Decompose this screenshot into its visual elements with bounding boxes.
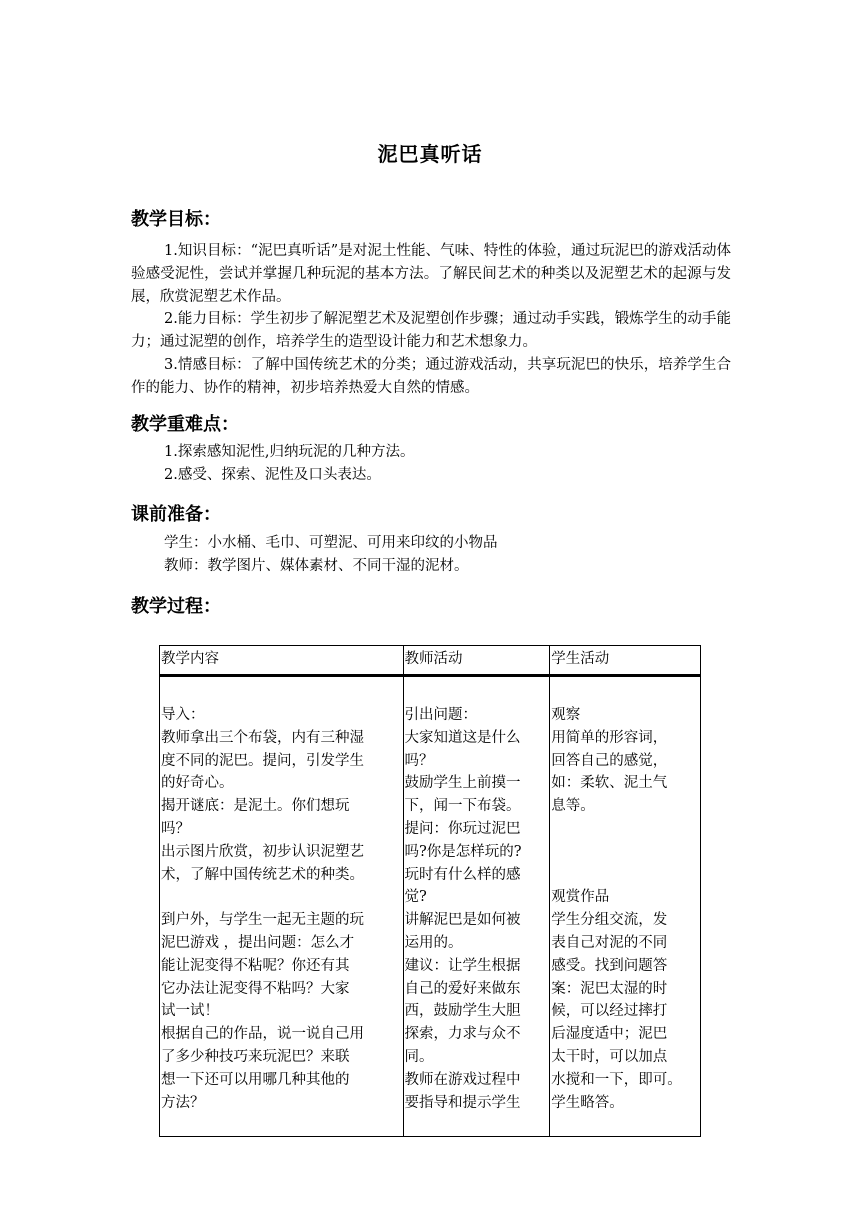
student-activity-cell <box>550 676 701 1137</box>
blank-line <box>551 818 699 841</box>
cell-text-line: 自己的爱好来做东 <box>404 980 521 997</box>
cell-text-line: 引出问题： <box>404 707 478 723</box>
cell-text-line: 案：泥巴太湿的时 <box>551 980 668 997</box>
cell-text-line: 的好奇心。 <box>161 775 234 792</box>
cell-text-line: 建议：让学生根据 <box>404 957 521 974</box>
cell-text-line: 候，可以经过摔打 <box>551 1003 668 1020</box>
cell-text-line: 吗?你是怎样玩的? <box>404 843 522 860</box>
objective-item: 2.能力目标：学生初步了解泥塑艺术及泥塑创作步骤；通过动手实践，锻炼学生的动手能力；通过泥塑的创作，培养学生的造型设计能力和艺术想象力。 <box>131 311 731 351</box>
preparation-item: 学生：小水桶、毛巾、可塑泥、可用来印纹的小物品 <box>164 535 498 551</box>
objective-item: 3.情感目标：了解中国传统艺术的分类；通过游戏活动，共享玩泥巴的快乐，培养学生合作的能力、协作的精神，初步培养热爱大自然的情感。 <box>131 356 731 396</box>
cell-text-line: 观察 <box>551 707 581 723</box>
cell-text-line: 教师在游戏过程中 <box>404 1071 521 1088</box>
cell-text-line: 运用的。 <box>404 934 463 951</box>
table-header-row <box>160 646 701 676</box>
process-table <box>159 645 701 1137</box>
cell-text-line: 度不同的泥巴。提问，引发学生 <box>161 752 364 769</box>
cell-text-line: 探索，力求与众不 <box>404 1026 521 1043</box>
content-cell <box>160 676 404 1137</box>
blank-line <box>551 864 699 887</box>
cell-text-line: 到户外，与学生一起无主题的玩 <box>161 912 364 929</box>
blank-line <box>161 886 402 909</box>
cell-text-line: 用简单的形容词， <box>551 729 668 746</box>
cell-text-line: 表自己对泥的不同 <box>551 934 668 951</box>
cell-text-line: 吗？ <box>161 820 190 837</box>
process-heading: 教学过程： <box>131 596 221 617</box>
cell-text-line: 玩时有什么样的感 <box>404 866 521 883</box>
cell-text-line: 水搅和一下，即可。 <box>551 1071 682 1088</box>
cell-text-line: 下，闻一下布袋。 <box>404 798 521 815</box>
cell-text-line: 吗？ <box>404 752 434 769</box>
document-title: 泥巴真听话 <box>377 142 483 166</box>
cell-text-line: 根据自己的作品，说一说自己用 <box>161 1026 364 1043</box>
cell-text-line: 了多少种技巧来玩泥巴？来联 <box>161 1048 350 1065</box>
column-header-content: 教学内容 <box>160 646 404 676</box>
cell-text-line: 想一下还可以用哪几种其他的 <box>161 1071 350 1088</box>
cell-text-line: 导入： <box>161 707 205 723</box>
cell-text-line: 观赏作品 <box>551 889 610 906</box>
cell-text-line: 觉? <box>404 889 427 906</box>
cell-text-line: 西，鼓励学生大胆 <box>404 1003 521 1020</box>
key-points-list <box>131 441 731 487</box>
objectives-list <box>131 240 731 400</box>
cell-text-line: 回答自己的感觉， <box>551 752 668 769</box>
cell-text-line: 能让泥变得不粘呢？你还有其 <box>161 957 350 974</box>
cell-text-line: 教师拿出三个布袋，内有三种湿 <box>161 729 364 746</box>
cell-text-line: 它办法让泥变得不粘吗？大家 <box>161 980 350 997</box>
preparation-heading: 课前准备： <box>131 504 221 525</box>
cell-text-line: 提问：你玩过泥巴 <box>404 820 521 837</box>
cell-text-line: 如：柔软、泥土气 <box>551 775 668 792</box>
cell-text-line: 揭开谜底：是泥土。你们想玩 <box>161 798 350 815</box>
cell-text-line: 讲解泥巴是如何被 <box>404 912 521 929</box>
key-point-item: 2.感受、探索、泥性及口头表达。 <box>164 466 381 483</box>
cell-text-line: 学生略答。 <box>551 1094 624 1111</box>
teacher-activity-cell <box>403 676 550 1137</box>
objective-item: 1.知识目标：“泥巴真听话”是对泥土性能、气味、特性的体验，通过玩泥巴的游戏活动体验感受泥性，尝试并掌握几种玩泥的基本方法。了解民间艺术的种类以及泥塑艺术的起源与发展，欣赏泥塑艺术作品。 <box>131 243 731 305</box>
column-header-student: 学生活动 <box>550 646 701 676</box>
cell-text-line: 太干时，可以加点 <box>551 1048 668 1065</box>
cell-text-line: 息等。 <box>551 798 595 815</box>
cell-text-line: 后湿度适中；泥巴 <box>551 1026 668 1043</box>
objectives-heading: 教学目标： <box>131 209 221 230</box>
cell-text-line: 方法？ <box>161 1094 205 1111</box>
blank-line <box>551 841 699 864</box>
cell-text-line: 同。 <box>404 1048 434 1065</box>
cell-text-line: 鼓励学生上前摸一 <box>404 775 521 792</box>
column-header-teacher: 教师活动 <box>403 646 550 676</box>
cell-text-line: 学生分组交流，发 <box>551 912 668 929</box>
cell-text-line: 术，了解中国传统艺术的种类。 <box>161 866 364 883</box>
preparation-list <box>164 532 498 578</box>
preparation-item: 教师：教学图片、媒体素材、不同干湿的泥材。 <box>164 557 469 574</box>
key-point-item: 1.探索感知泥性,归纳玩泥的几种方法。 <box>164 444 415 460</box>
key-points-heading: 教学重难点： <box>131 414 239 435</box>
cell-text-line: 试一试！ <box>161 1003 219 1020</box>
cell-text-line: 出示图片欣赏，初步认识泥塑艺 <box>161 843 364 860</box>
cell-text-line: 泥巴游戏 ，提出问题：怎么才 <box>161 934 355 951</box>
cell-text-line: 要指导和提示学生 <box>404 1094 521 1111</box>
cell-text-line: 感受。找到问题答 <box>551 957 668 974</box>
table-row <box>160 676 701 1137</box>
cell-text-line: 大家知道这是什么 <box>404 729 521 746</box>
